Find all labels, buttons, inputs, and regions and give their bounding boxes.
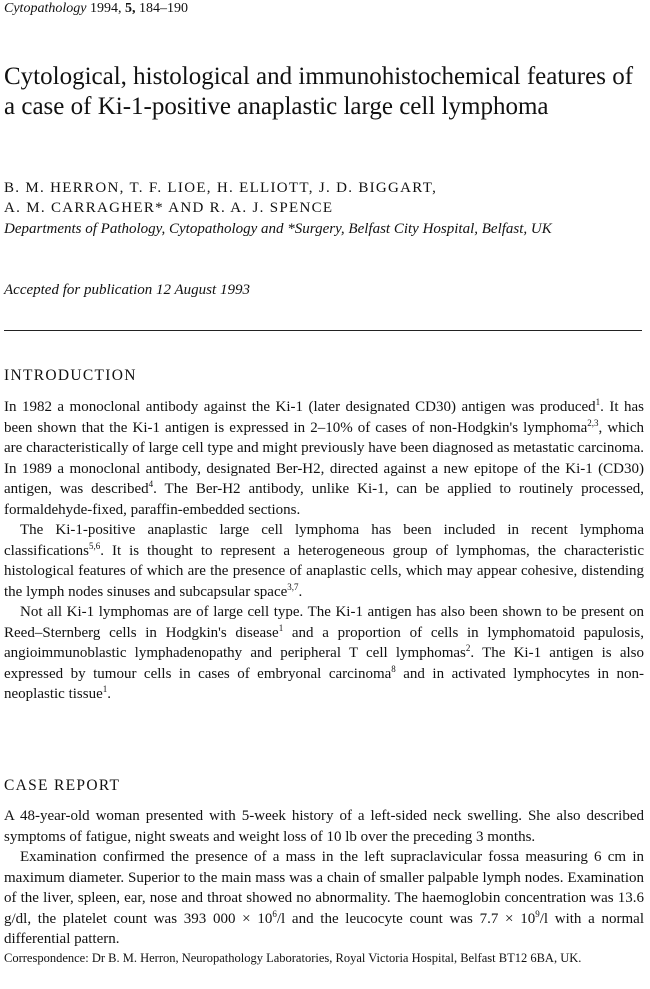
citation: 1 bbox=[278, 622, 284, 633]
citation: 8 bbox=[391, 663, 396, 674]
journal-year: 1994, bbox=[89, 1, 122, 16]
authors-line-1: B. M. HERRON, T. F. LIOE, H. ELLIOTT, J. D. BIGGART, bbox=[4, 180, 438, 196]
case-paragraph-2: Examination confirmed the presence of a mass in the left supraclavicular fossa measuring 6 cm in maximum diameter. Superior to the main mass was a chain of smaller palpable lymph nodes. Examination of the liver, spleen, ear, nose and throat showed no abnormality. The haemoglobin concentration was 13.6 g/dl, the platelet count was 393 $000 \times 10^6/l$ and the leucocyte count was $7.7 \times 10^9/l$ with a normal differential pattern. bbox=[4, 849, 644, 947]
journal-header bbox=[4, 0, 188, 18]
exponent: 6 bbox=[272, 908, 277, 919]
section-heading-introduction: INTRODUCTION bbox=[4, 367, 137, 384]
authors-line-2: A. M. CARRAGHER* AND R. A. J. SPENCE bbox=[4, 200, 334, 216]
introduction-body bbox=[4, 397, 644, 705]
citation: 2 bbox=[465, 643, 471, 653]
citation: 4 bbox=[148, 479, 154, 489]
correspondence-footnote: Correspondence: Dr B. M. Herron, Neuropathology Laboratories, Royal Victoria Hospital, Belfast BT12 6BA, UK. bbox=[4, 951, 582, 965]
header-divider bbox=[4, 330, 642, 331]
intro-paragraph-1: In 1982 a monoclonal antibody against the Ki-1 (later designated CD30) antigen was produced$^1$. It has been shown that the Ki-1 antigen is expressed in 2–10% of cases of non-Hodgkin's lymphoma$^{2,3}$, which are characteristically of large cell type and might previously have been diagnosed as metastatic carcinoma. In 1989 a monoclonal antibody, designated Ber-H2, directed against a new epitope of the Ki-1 (CD30) antigen, was described$^4$. The Ber-H2 antibody, unlike Ki-1, can be applied to routinely processed, formaldehyde-fixed, paraffin-embedded sections. bbox=[4, 397, 644, 518]
citation: 1 bbox=[595, 397, 601, 407]
citation: 5,6 bbox=[88, 540, 101, 551]
journal-name: Cytopathology bbox=[4, 1, 87, 16]
author-list bbox=[4, 178, 644, 218]
citation: 2,3 bbox=[587, 417, 599, 428]
intro-paragraph-2: The Ki-1-positive anaplastic large cell lymphoma has been included in recent lymphoma classifications$^{5,6}$. It is thought to represent a heterogeneous group of lymphomas, the characteristic histological features of which are the presence of anaplastic cells, which may appear cohesive, distending the lymph nodes sinuses and subcapsular space$^{3,7}$. bbox=[4, 522, 644, 600]
case-paragraph-1: A 48-year-old woman presented with 5-week history of a left-sided neck swelling. She also described symptoms of fatigue, night sweats and weight loss of 10 lb over the preceding 3 months. bbox=[4, 808, 644, 845]
case-report-body bbox=[4, 806, 644, 950]
exponent: 9 bbox=[535, 908, 540, 919]
journal-volume: 5, bbox=[124, 1, 136, 16]
citation: 1 bbox=[102, 684, 108, 694]
accepted-date: Accepted for publication 12 August 1993 bbox=[4, 282, 250, 298]
journal-pages: 184–190 bbox=[138, 1, 188, 16]
section-heading-case-report: CASE REPORT bbox=[4, 777, 121, 794]
article-title: Cytological, histological and immunohistochemical features of a case of Ki-1-positive anaplastic large cell lymphoma bbox=[4, 63, 634, 120]
citation: 3,7 bbox=[287, 581, 299, 592]
affiliation: Departments of Pathology, Cytopathology and *Surgery, Belfast City Hospital, Belfast, UK bbox=[4, 221, 552, 237]
intro-paragraph-3: Not all Ki-1 lymphomas are of large cell type. The Ki-1 antigen has also been shown to be present on Reed–Sternberg cells in Hodgkin's disease$^1$ and a proportion of cells in lymphomatoid papulosis, angioimmunoblastic lymphadenopathy and peripheral T cell lymphomas$^2$. The Ki-1 antigen is also expressed by tumour cells in cases of embryonal carcinoma$^8$ and in activated lymphocytes in non-neoplastic tissue$^1$. bbox=[4, 604, 644, 702]
